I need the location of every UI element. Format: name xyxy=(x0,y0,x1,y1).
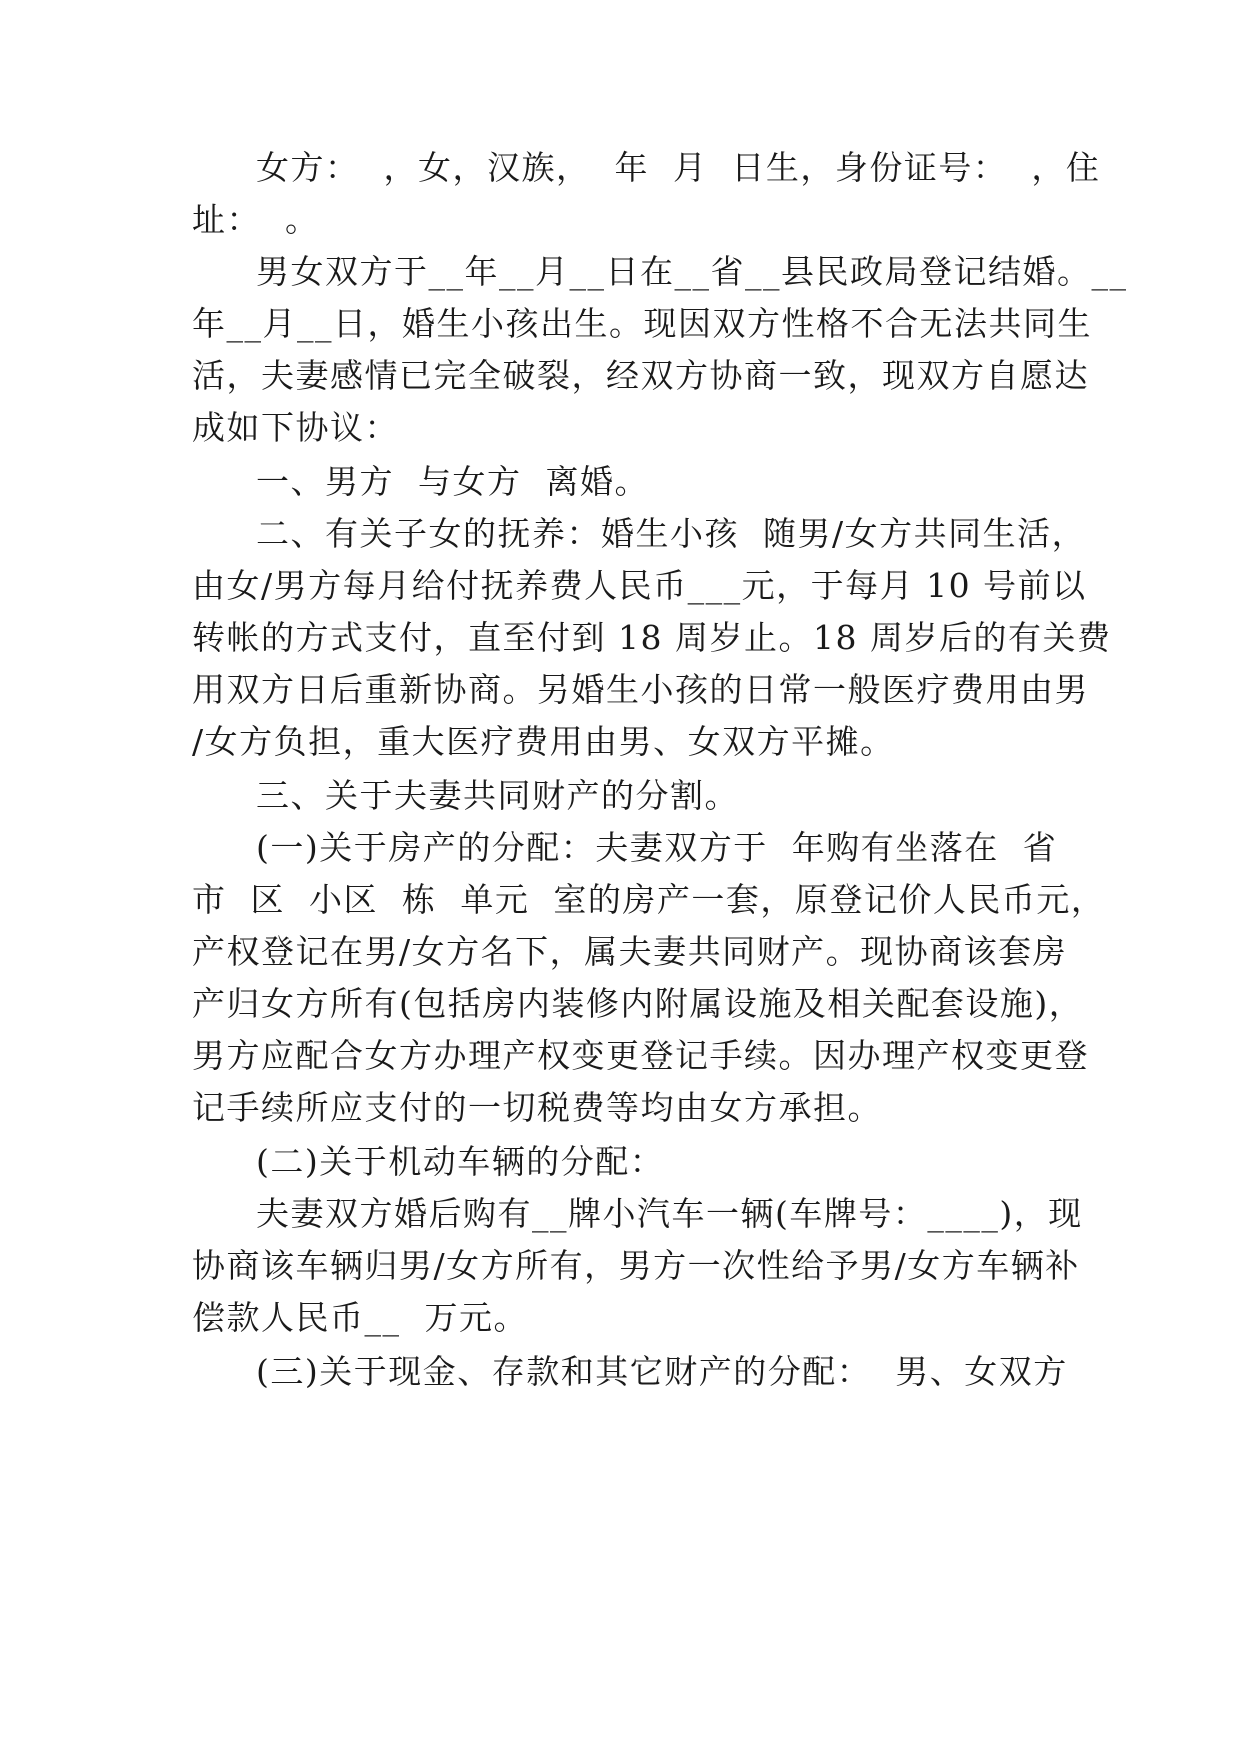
text-line: (二)关于机动车辆的分配： xyxy=(256,1142,665,1181)
text-line: 活，夫妻感情已完全破裂，经双方协商一致，现双方自愿达 xyxy=(192,356,1089,395)
text-line: 成如下协议： xyxy=(192,408,399,447)
text-line: 用双方日后重新协商。另婚生小孩的日常一般医疗费用由男 xyxy=(192,670,1089,709)
text-line: 男方应配合女方办理产权变更登记手续。因办理产权变更登 xyxy=(192,1036,1089,1075)
text-line: 协商该车辆归男/女方所有，男方一次性给予男/女方车辆补 xyxy=(192,1246,1080,1285)
text-line: 址： 。 xyxy=(192,200,320,239)
text-line: (三)关于现金、存款和其它财产的分配： 男、女双方 xyxy=(256,1352,1068,1391)
text-line: 男女双方于__年__月__日在__省__县民政局登记结婚。__ xyxy=(256,252,1128,291)
text-line: 由女/男方每月给付抚养费人民币___元，于每月 10 号前以 xyxy=(192,566,1087,605)
text-line: 产权登记在男/女方名下，属夫妻共同财产。现协商该套房 xyxy=(192,932,1068,971)
text-line: 夫妻双方婚后购有__牌小汽车一辆(车牌号：____)，现 xyxy=(256,1194,1083,1233)
text-line: 女方： ，女，汉族， 年 月 日生，身份证号： ，住 xyxy=(256,148,1101,187)
text-line: 偿款人民币__ 万元。 xyxy=(192,1298,528,1337)
text-line: 转帐的方式支付，直至付到 18 周岁止。18 周岁后的有关费 xyxy=(192,618,1112,657)
text-line: 市 区 小区 栋 单元 室的房产一套，原登记价人民币元， xyxy=(192,880,1106,919)
text-line: 二、有关子女的抚养：婚生小孩 随男/女方共同生活， xyxy=(256,514,1087,553)
text-line: 一、男方 与女方 离婚。 xyxy=(256,462,649,501)
text-line: 记手续所应支付的一切税费等均由女方承担。 xyxy=(192,1088,882,1127)
text-line: 年__月__日，婚生小孩出生。现因双方性格不合无法共同生 xyxy=(192,304,1092,343)
text-line: 产归女方所有(包括房内装修内附属设施及相关配套设施)， xyxy=(192,984,1084,1023)
text-line: (一)关于房产的分配：夫妻双方于 年购有坐落在 省 xyxy=(256,828,1058,867)
text-line: /女方负担，重大医疗费用由男、女双方平摊。 xyxy=(192,722,895,761)
text-line: 三、关于夫妻共同财产的分割。 xyxy=(256,776,739,815)
